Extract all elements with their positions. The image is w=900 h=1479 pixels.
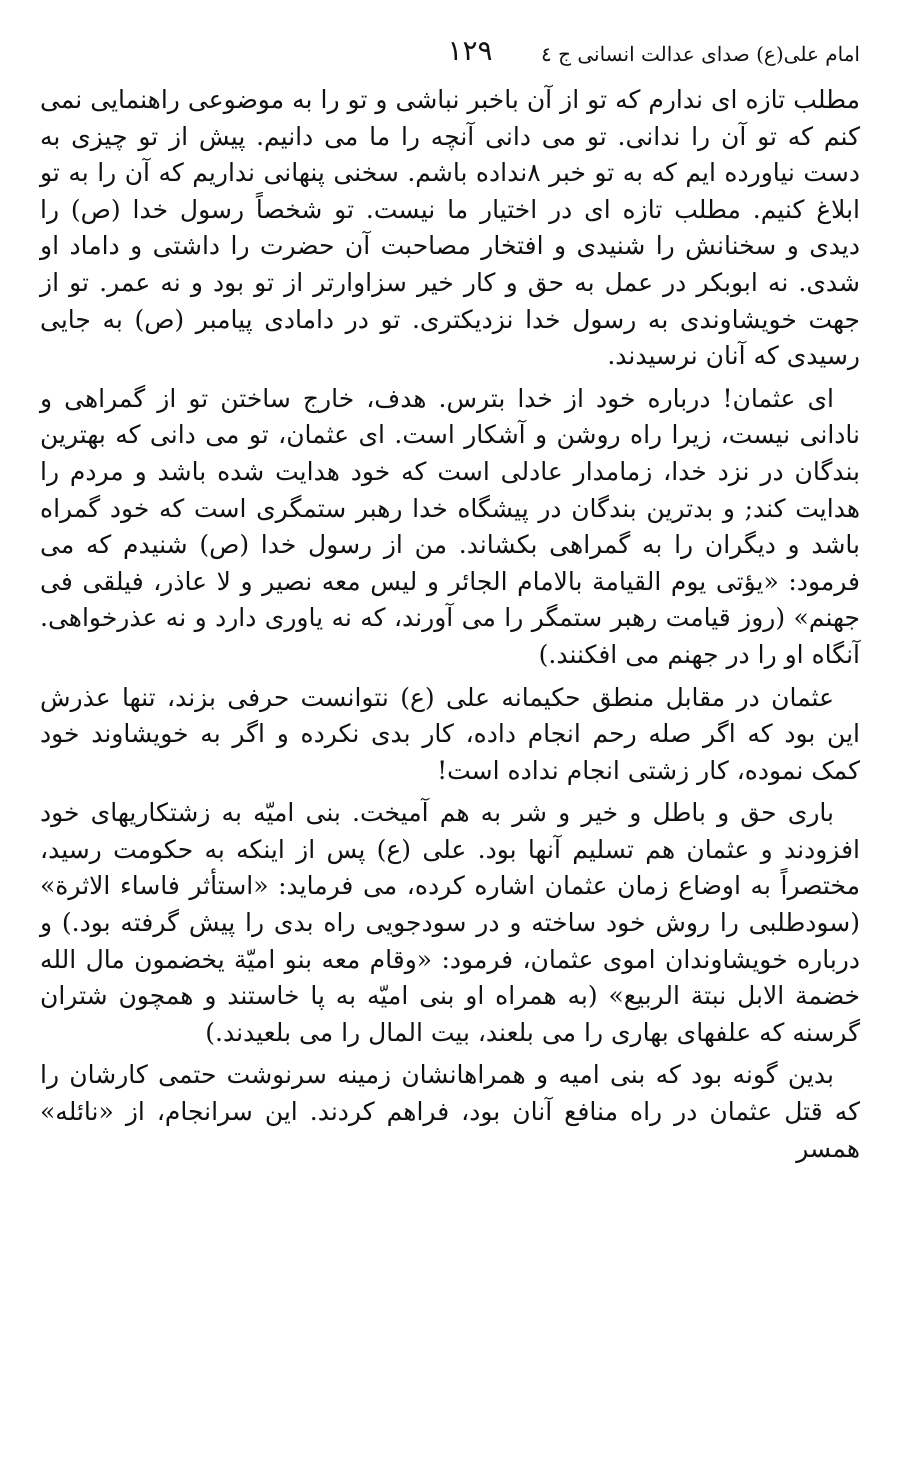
paragraph-4: باری حق و باطل و خیر و شر به هم آمیخت. بنی امیّه به زشتکاریهای خود افزودند و عثمان هم تسلیم آنها بود. علی (ع) پس از اینکه به حکومت رسید، مختصراً به اوضاع زمان عثمان اشاره کرده، می فرماید: «استأثر فاساء الاثرة» (سودطلبی را روش خود ساخته و در سودجویی راه بدی را پیش گرفته بود.) و درباره خویشاوندان اموی عثمان، فرمود: «وقام معه بنو اميّة يخضمون مال الله خضمة الابل نبتة الربيع» (به همراه او بنی امیّه به پا خاستند و همچون شتران گرسنه که علفهای بهاری را می بلعند، بیت المال را می بلعیدند.) [40,798,860,1047]
page-number: ١٢٩ [447,34,493,67]
page-header [40,34,860,74]
paragraph-5: بدین گونه بود که بنی امیه و همراهانشان زمینه سرنوشت حتمی کارشان را که قتل عثمان در راه منافع آنان بود، فراهم کردند. این سرانجام، از «نائله» همسر [40,1060,860,1163]
paragraph-3: عثمان در مقابل منطق حکیمانه علی (ع) نتوانست حرفی بزند، تنها عذرش این بود که اگر صله رحم انجام داده، کار بدی نکرده و اگر به خویشاوند خود کمک نموده، کار زشتی انجام نداده است! [40,682,860,785]
paragraph-2: ای عثمان! درباره خود از خدا بترس. هدف، خارج ساختن تو از گمراهی و نادانی نیست، زیرا راه روشن و آشکار است. ای عثمان، تو می دانی که بهترین بندگان در نزد خدا، زمامدار عادلی است که خود هدایت شده باشد و مردم را هدایت کند; و بدترین بندگان در پیشگاه خدا رهبر ستمگری است که خود گمراه باشد و دیگران را به گمراهی بکشاند. من از رسول خدا (ص) شنیدم که می فرمود: «يؤتى يوم القيامة بالامام الجائر و ليس معه نصير و لا عاذر، فيلقى فى جهنم» (روز قیامت رهبر ستمگر را می آورند، که نه یاوری دارد و نه عذرخواهی. آنگاه او را در جهنم می افکنند.) [40,383,860,669]
paragraph-1: مطلب تازه ای ندارم که تو از آن باخبر نباشی و تو را به موضوعی راهنمایی نمی کنم که تو آن را ندانی. تو می دانی آنچه را ما می دانیم. پیش از تو چیزی به دست نیاورده ایم که به تو خبر ٨نداده باشم. سخنی پنهانی نداریم که آن را به تو ابلاغ کنیم. مطلب تازه ای در اختیار ما نیست. تو شخصاً رسول خدا (ص) را دیدی و سخنانش را شنیدی و افتخار مصاحبت آن حضرت را داشتی و داماد او شدی. نه ابوبکر در عمل به حق و کار خیر سزاوارتر از تو بود و نه عمر. تو از جهت خویشاوندی به رسول خدا نزدیکتری. تو در دامادی پیامبر (ص) به جایی رسیدی که آنان نرسیدند. [40,85,861,371]
book-title: امام علی(ع) صدای عدالت انسانی ج ٤ [540,42,860,66]
book-page [40,0,860,1479]
body-text [40,82,860,1173]
